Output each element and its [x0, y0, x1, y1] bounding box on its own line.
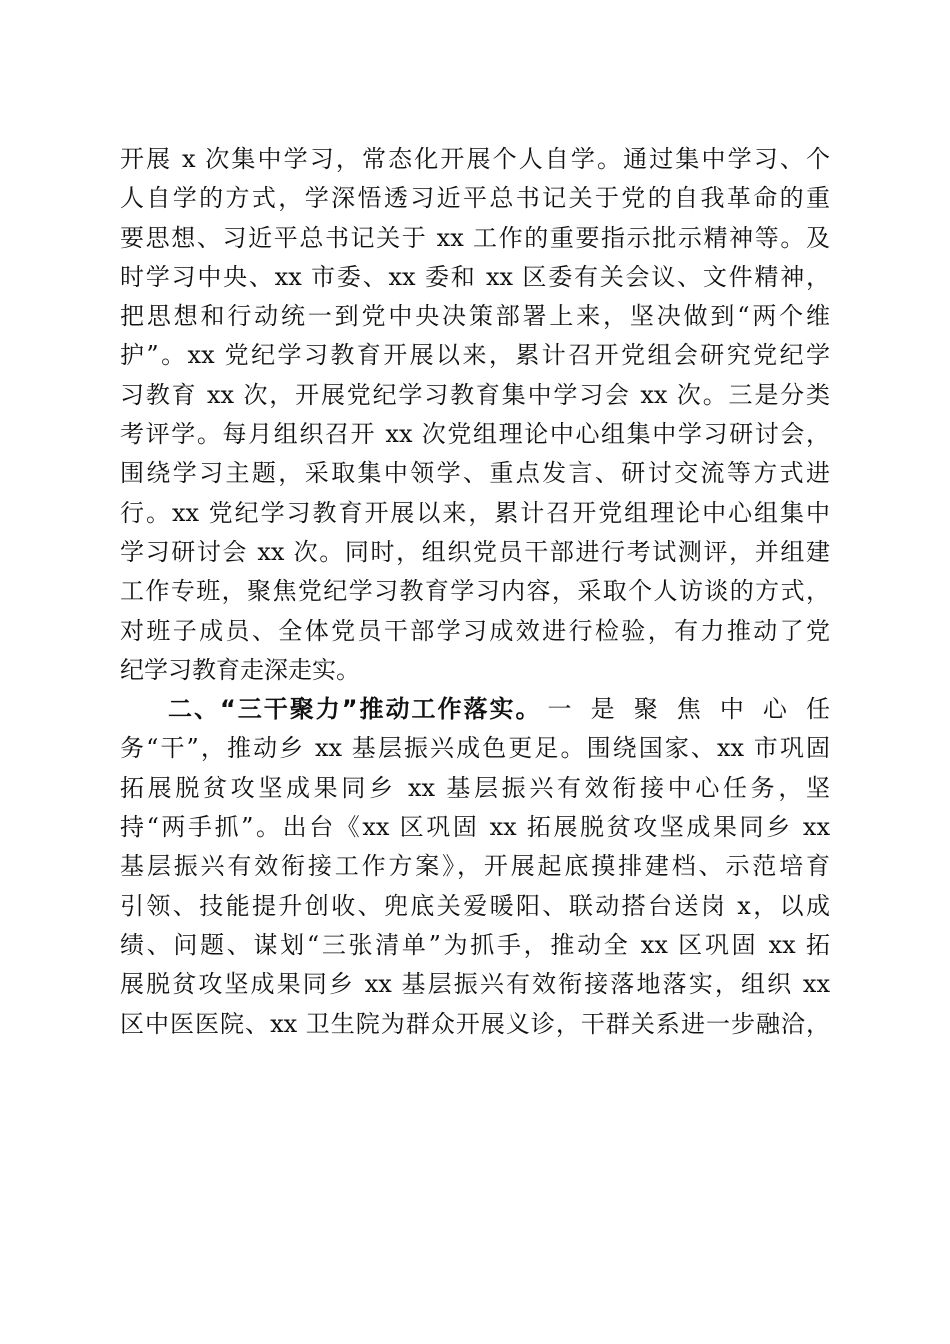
- text-line: 学习研讨会 xx 次。同时，组织党员干部进行考试测评，并组建: [120, 537, 830, 566]
- document-body: [120, 140, 830, 1044]
- text-line: 引领、技能提升创收、兜底关爱暖阳、联动搭台送岗 x，以成: [120, 891, 830, 920]
- text-line: 工作专班，聚焦党纪学习教育学习内容，采取个人访谈的方式，: [120, 577, 830, 606]
- text-line: 对班子成员、全体党员干部学习成效进行检验，有力推动了党: [120, 616, 830, 645]
- text-line: 拓展脱贫攻坚成果同乡 xx 基层振兴有效衔接中心任务，坚: [120, 773, 830, 802]
- text-line-fragment: 一是聚焦中心任: [547, 695, 830, 724]
- text-line: 绩、问题、谋划“三张清单”为抓手，推动全 xx 区巩固 xx 拓: [120, 930, 830, 959]
- text-line: 考评学。每月组织召开 xx 次党组理论中心组集中学习研讨会，: [120, 420, 830, 449]
- section-heading-line: [120, 690, 830, 729]
- text-line: 行。xx 党纪学习教育开展以来，累计召开党组理论中心组集中: [120, 498, 830, 527]
- text-line: 基层振兴有效衔接工作方案》，开展起底摸排建档、示范培育: [120, 852, 830, 881]
- text-line: 区中医医院、xx 卫生院为群众开展义诊，干群关系进一步融洽，: [120, 1009, 830, 1038]
- text-line: 把思想和行动统一到党中央决策部署上来，坚决做到“两个维: [120, 302, 830, 331]
- paragraph-study-activities: [120, 140, 830, 690]
- text-line: 护”。xx 党纪学习教育开展以来，累计召开党组会研究党纪学: [120, 341, 830, 370]
- text-line: 习教育 xx 次，开展党纪学习教育集中学习会 xx 次。三是分类: [120, 380, 830, 409]
- section-heading: 二、“三干聚力”推动工作落实。: [168, 695, 542, 724]
- text-line: 开展 x 次集中学习，常态化开展个人自学。通过集中学习、个: [120, 145, 830, 173]
- paragraph-three-efforts: [120, 690, 830, 1044]
- text-line: 展脱贫攻坚成果同乡 xx 基层振兴有效衔接落地落实，组织 xx: [120, 970, 830, 999]
- text-line: 时学习中央、xx 市委、xx 委和 xx 区委有关会议、文件精神，: [120, 262, 830, 291]
- text-line: 务“干”，推动乡 xx 基层振兴成色更足。围绕国家、xx 市巩固: [120, 734, 830, 763]
- text-line: 要思想、习近平总书记关于 xx 工作的重要指示批示精神等。及: [120, 223, 830, 252]
- text-line: 人自学的方式，学深悟透习近平总书记关于党的自我革命的重: [120, 184, 830, 213]
- text-line: 纪学习教育走深走实。: [120, 655, 360, 684]
- text-line: 持“两手抓”。出台《xx 区巩固 xx 拓展脱贫攻坚成果同乡 xx: [120, 813, 830, 842]
- text-line: 围绕学习主题，采取集中领学、重点发言、研讨交流等方式进: [120, 459, 830, 488]
